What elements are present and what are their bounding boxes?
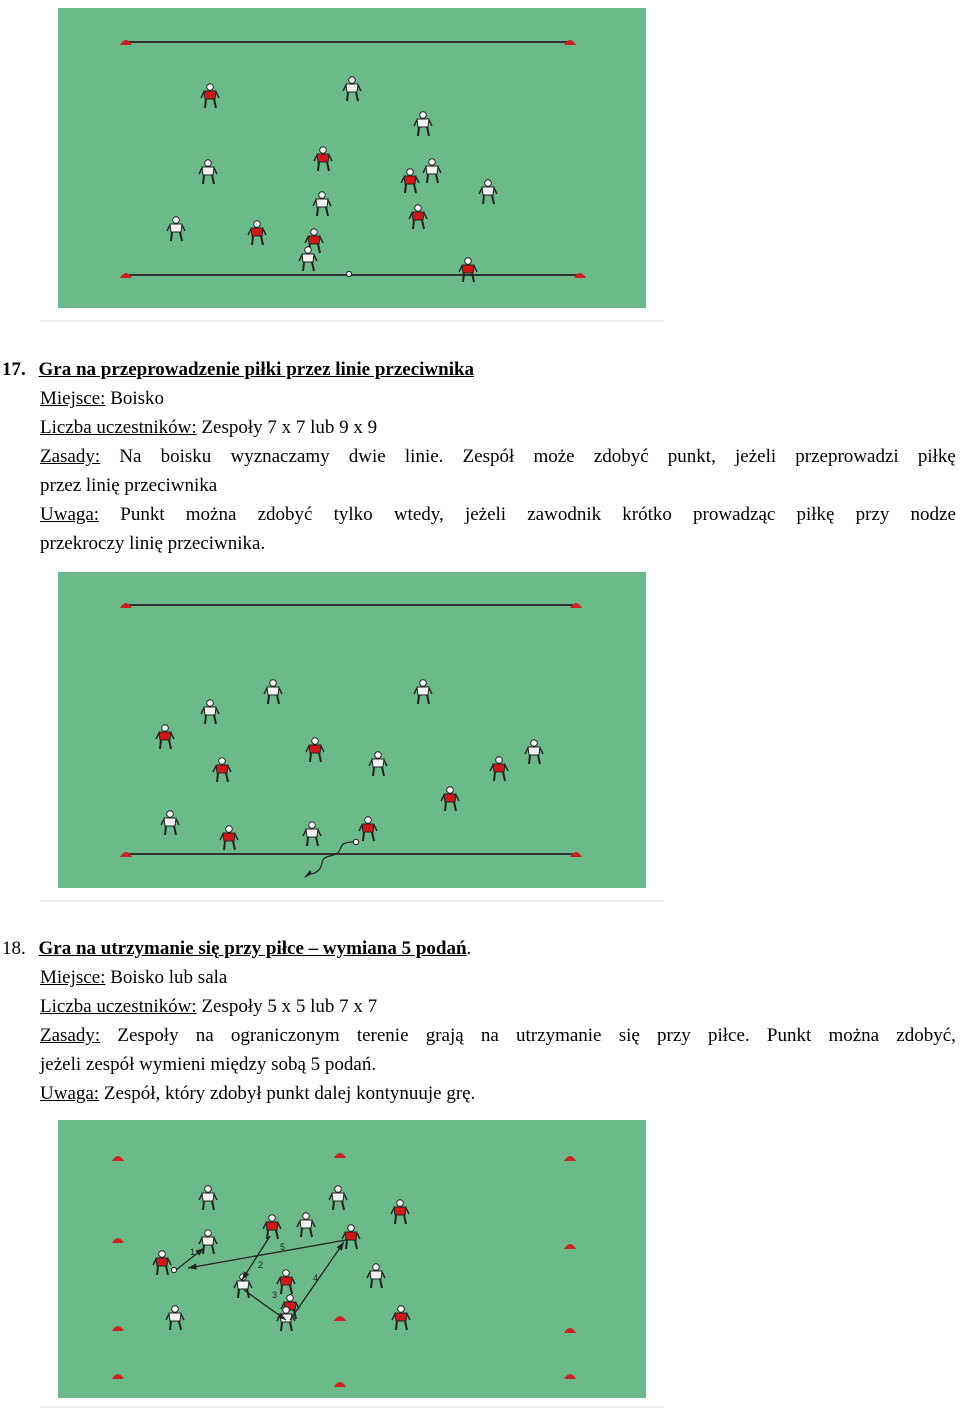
- ball: [346, 271, 351, 276]
- note-word: tylko: [333, 504, 373, 525]
- exercise-17-note-line1: [40, 500, 956, 529]
- rules-word: boisku: [160, 446, 212, 467]
- exercise-17-number: 17.: [2, 359, 26, 380]
- exercise-17-heading: [2, 355, 474, 384]
- exercise-17-place: [40, 384, 956, 413]
- note-word: Punkt: [120, 504, 165, 525]
- rules-word: dwie: [348, 446, 386, 467]
- exercise-17-rules-line2: przez linię przeciwnika: [40, 475, 218, 496]
- pass-number-label: 1: [190, 1247, 196, 1257]
- rules-word: przy: [657, 1025, 691, 1046]
- ball: [171, 1267, 176, 1272]
- rules-word: jeżeli: [734, 446, 777, 467]
- exercise-18-note: [40, 1079, 956, 1108]
- exercise-18-rules-line2: jeżeli zespół wymieni między sobą 5 podań.: [40, 1054, 377, 1075]
- rules-word: Zespół: [462, 446, 515, 467]
- note-word: jeżeli: [464, 504, 507, 525]
- note-word: piłkę: [796, 504, 835, 525]
- note-word: zawodnik: [527, 504, 602, 525]
- divider: [40, 900, 664, 902]
- rules-word: ograniczonym: [230, 1025, 340, 1046]
- note-word: wtedy,: [393, 504, 444, 525]
- pass-number-label: 5: [280, 1242, 286, 1252]
- field-diagram-1: [58, 8, 646, 308]
- players-value: Zespoły 5 x 5 lub 7 x 7: [196, 996, 378, 1017]
- exercise-18-title-tail: .: [466, 938, 472, 959]
- place-value: Boisko lub sala: [105, 967, 228, 988]
- pass-number-label: 3: [272, 1290, 278, 1300]
- ball: [353, 839, 358, 844]
- pitch: [58, 1120, 646, 1398]
- rules-word: na: [195, 1025, 214, 1046]
- pass-number-label: 2: [258, 1260, 264, 1270]
- rules-word: punkt,: [667, 446, 716, 467]
- exercise-18-heading: [2, 934, 471, 963]
- note-word: można: [185, 504, 237, 525]
- place-label: Miejsce:: [40, 388, 106, 409]
- pass-number-label: 4: [313, 1273, 319, 1283]
- rules-word: przeprowadzi: [795, 446, 899, 467]
- divider: [40, 1406, 664, 1408]
- note-word: prowadząc: [693, 504, 776, 525]
- exercise-18-players: [40, 992, 956, 1021]
- note-word: zdobyć: [257, 504, 313, 525]
- rules-word: się: [618, 1025, 640, 1046]
- exercise-18-place: [40, 963, 956, 992]
- rules-word: można: [828, 1025, 880, 1046]
- pitch: [58, 8, 646, 308]
- exercise-17-note-line2: przekroczy linię przeciwnika.: [40, 533, 266, 554]
- field-diagram-2: [58, 572, 646, 888]
- diagram-two-lines-start: [58, 8, 646, 308]
- rules-label: Zasady:: [40, 446, 101, 467]
- note-label: Uwaga:: [40, 1083, 100, 1104]
- exercise-18-rules-line1: [40, 1021, 956, 1050]
- exercise-18-title: Gra na utrzymanie się przy piłce – wymiana 5 podań: [38, 938, 467, 959]
- diagram-possession-5-passes: [58, 1120, 646, 1398]
- rules-word: piłce.: [707, 1025, 750, 1046]
- rules-word: piłkę: [917, 446, 956, 467]
- players-label: Liczba uczestników:: [40, 996, 197, 1017]
- note-word: przy: [855, 504, 890, 525]
- note-label: Uwaga:: [40, 504, 100, 525]
- place-label: Miejsce:: [40, 967, 106, 988]
- exercise-17-title: Gra na przeprowadzenie piłki przez linie przeciwnika: [38, 359, 475, 380]
- note-word: nodze: [910, 504, 956, 525]
- rules-word: zdobyć: [593, 446, 649, 467]
- rules-word: linie.: [404, 446, 444, 467]
- pitch: [58, 572, 646, 888]
- rules-word: zdobyć,: [896, 1025, 956, 1046]
- place-value: Boisko: [105, 388, 165, 409]
- rules-word: Zespoły: [117, 1025, 179, 1046]
- rules-word: Na: [119, 446, 142, 467]
- note-value: Zespół, który zdobył punkt dalej kontynuuje grę.: [99, 1083, 476, 1104]
- rules-word: Punkt: [766, 1025, 812, 1046]
- rules-word: na: [480, 1025, 499, 1046]
- rules-word: może: [533, 446, 575, 467]
- exercise-17-rules-line1: [40, 442, 956, 471]
- players-value: Zespoły 7 x 7 lub 9 x 9: [196, 417, 378, 438]
- rules-word: grają: [425, 1025, 464, 1046]
- divider: [40, 320, 664, 322]
- rules-word: utrzymanie: [516, 1025, 602, 1046]
- exercise-17-players: [40, 413, 956, 442]
- diagram-two-lines-dribble: [58, 572, 646, 888]
- exercise-18-number: 18.: [2, 938, 26, 959]
- players-label: Liczba uczestników:: [40, 417, 197, 438]
- note-word: krótko: [622, 504, 672, 525]
- field-diagram-3: [58, 1120, 646, 1398]
- rules-word: wyznaczamy: [230, 446, 330, 467]
- rules-word: terenie: [356, 1025, 409, 1046]
- rules-label: Zasady:: [40, 1025, 101, 1046]
